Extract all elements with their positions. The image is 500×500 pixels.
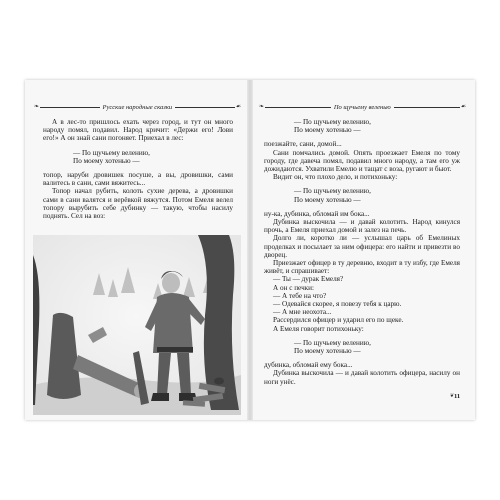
ornament-icon: ❧ [34,104,40,110]
page-number-ornament [445,390,465,402]
paragraph: А в лес-то пришлось ехать через город, и тут он много народу помял, подавил. Народ кричит: «Держи его! Лови его!» А он знай сани погоняет. Приехал в лес: [43,118,233,143]
verse-line: По моему хотенью — [73,156,140,165]
paragraph: — А тебе на что? [273,291,327,300]
bird-icon [214,378,224,385]
verse-line: — По щучьему велению, [294,187,371,196]
paragraph: Долго ли, коротко ли — услышал царь об Емелиных проделках и посылает за ним офицера: его найти и привезти во дворец. [264,234,460,259]
paragraph: поезжайте, сани, домой... [264,140,342,149]
verse-line: По моему хотенью — [294,195,361,204]
paragraph: А он с печки: [273,283,315,292]
header-rule-line [265,107,331,108]
book-spread [25,80,475,420]
paragraph: ну-ка, дубинка, обломай им бока... [264,209,370,218]
paragraph: Видит он, что плохо дело, и потихоньку: [273,173,398,182]
running-header-left [33,102,242,112]
paragraph: дубинка, обломай ему бока... [264,361,353,370]
paragraph: Сани помчались домой. Опять проезжает Емеля по тому городу, где давеча помял, подавил много народу, а там его уж дожидаются. Ухватили Емелю и тащат с воза, ругают и бьют. [264,148,460,174]
paragraph: Топор начал рубить, колоть сухие дерева, а дровишки сами в сани валятся и верёвкой вяжутся. Потом Емеля велел топору вырубить себе дубинку — такую, чтобы насилу поднять. Сел на воз: [43,187,233,221]
verse-line: По моему хотенью — [294,126,361,135]
paragraph: Дубинка выскочила — и давай колотить офицера, насилу он ноги унёс. [264,369,460,386]
running-title-left: Русские народные сказки [102,103,173,111]
verse-line: — По щучьему велению, [294,118,371,126]
left-text-block [43,118,233,220]
left-page [25,80,250,420]
running-title-right: По щучьему веленью [333,103,391,111]
verse-line: — По щучьему велению, [73,148,150,157]
right-page [250,80,475,420]
right-text-block [264,118,460,386]
illustration-emelya-in-forest [33,235,241,415]
ornament-icon: ☙ [460,104,466,110]
header-rule-line [40,107,100,108]
paragraph: — А мне неохота... [273,308,332,317]
ornament-icon: ☙ [235,104,242,110]
paragraph: Дубинка выскочила — и давай колотить. Народ кинулся прочь, а Емеля приехал домой и залез на печь. [264,218,460,235]
paragraph: Рассердился офицер и ударил его по щеке. [273,316,404,325]
header-rule-line [394,107,460,108]
header-rule-line [175,107,235,108]
verse-line: — По щучьему велению, [294,338,371,347]
ornament-icon: ❧ [259,104,265,110]
paragraph: — Одевайся скорее, я повезу тебя к царю. [273,300,402,309]
paragraph: А Емеля говорит потихоньку: [273,324,364,333]
page-number: 11 [454,392,461,400]
paragraph: — Ты — дурак Емеля? [273,275,344,284]
verse-line: По моему хотенью — [294,347,361,356]
ornament-icon: ❦ [449,394,455,399]
paragraph: топор, наруби дровишек посуше, а вы, дровишки, сами валитесь в сани, сами вяжитесь... [43,171,233,188]
running-header-right [258,102,467,112]
paragraph: Приезжает офицер в ту деревню, входит в ту избу, где Емеля живёт, и спрашивает: [264,259,460,276]
